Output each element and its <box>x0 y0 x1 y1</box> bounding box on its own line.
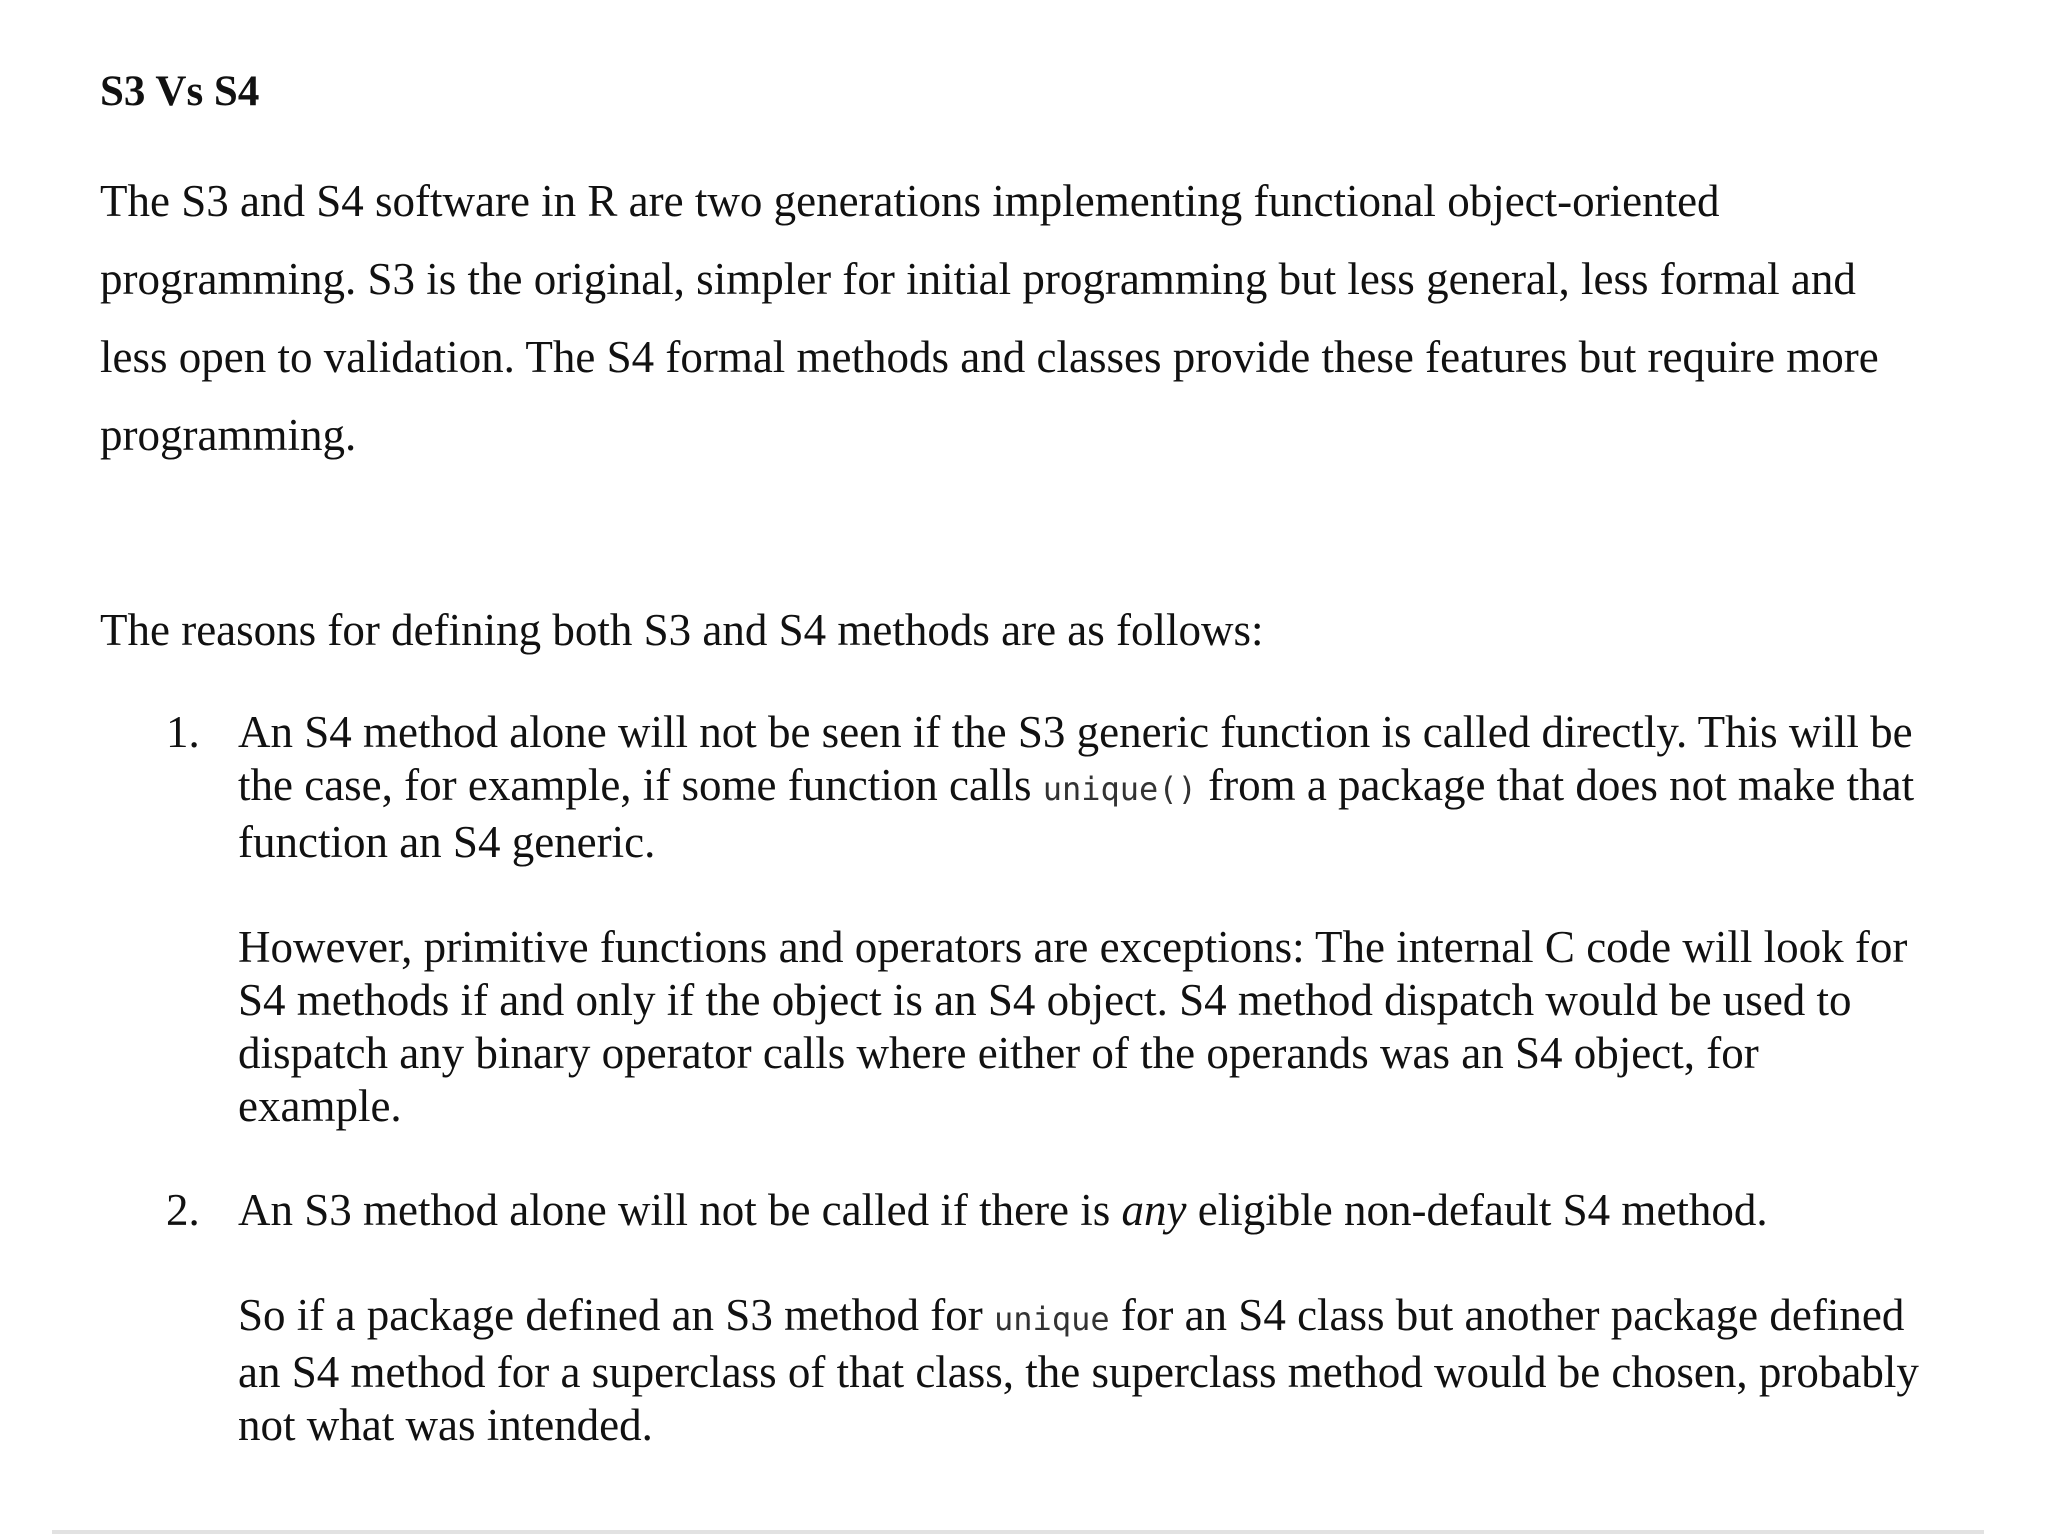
inline-code: unique <box>994 1300 1110 1338</box>
reason-text <box>238 1184 1920 1237</box>
reason-note-part: So if a package defined an S3 method for <box>238 1290 995 1340</box>
reason-text-part: An S4 method alone will not be seen if the S3 generic function is called directly. This will be the case, for example, if some function calls <box>238 707 1913 810</box>
reason-text-part: from a package that does not make that function an S4 generic. <box>238 760 1915 867</box>
inline-code: unique() <box>1042 770 1197 808</box>
reason-text <box>238 706 1920 869</box>
reason-item-2 <box>100 1184 1920 1452</box>
reason-note-part: for an S4 class but another package defined an S4 method for a superclass of that class, the superclass method would be chosen, probably not what was intended. <box>238 1290 1919 1450</box>
list-number: 1. <box>166 707 200 757</box>
bottom-divider <box>52 1530 1984 1534</box>
intro-paragraph: The S3 and S4 software in R are two generations implementing functional object-oriented programming. S3 is the original, simpler for initial programming but less general, less formal and less open to validation. The S4 formal methods and classes provide these features but require more programming. <box>100 176 1879 460</box>
reason-note: However, primitive functions and operators are exceptions: The internal C code will look for S4 methods if and only if the object is an S4 object. S4 method dispatch would be used to dispatch any binary operator calls where either of the operands was an S4 object, for example. <box>238 922 1908 1131</box>
reasons-lead-paragraph: The reasons for defining both S3 and S4 methods are as follows: <box>100 605 1264 655</box>
reason-item-1 <box>100 706 1920 1133</box>
emphasis-text: any <box>1121 1185 1187 1235</box>
page-title: S3 Vs S4 <box>100 68 260 115</box>
reason-note <box>238 1289 1920 1452</box>
list-number: 2. <box>166 1185 200 1235</box>
reasons-list <box>100 706 1920 1452</box>
reason-text-part: An S3 method alone will not be called if there is <box>238 1185 1122 1235</box>
reason-text-part: eligible non-default S4 method. <box>1186 1185 1768 1235</box>
